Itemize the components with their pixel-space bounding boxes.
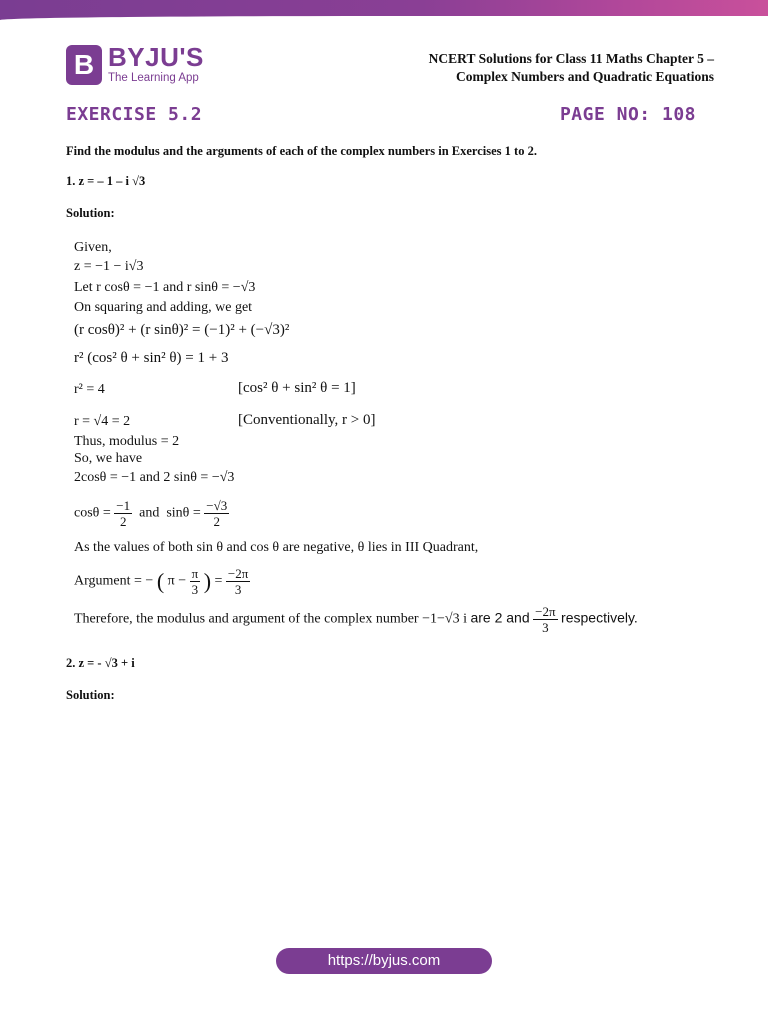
arg-denominator: 3: [234, 582, 242, 597]
document-title: [334, 50, 714, 86]
cos-fraction: [114, 498, 132, 529]
arg-inner-fraction: [190, 566, 201, 597]
sin-fraction: [204, 498, 229, 529]
sol-eq4: r = √4 = 2: [74, 414, 131, 429]
sol-so: So, we have: [74, 451, 143, 466]
arg-numerator: −2π: [227, 566, 249, 581]
arg-pi: π −: [167, 573, 187, 589]
sin-denominator: 2: [213, 514, 221, 529]
sol-eq5: 2cosθ = −1 and 2 sinθ = −√3: [74, 470, 235, 485]
question-2: 2. z = - √3 + i: [66, 656, 135, 670]
arg-equals: =: [214, 573, 223, 589]
sol-z: z = −1 − i√3: [74, 259, 144, 274]
document-title-line2: Complex Numbers and Quadratic Equations: [455, 69, 714, 84]
sol-eq3: r² = 4: [74, 382, 105, 397]
logo-mark-icon: B: [66, 45, 102, 85]
final-numerator: −2π: [535, 604, 556, 619]
arg-paren-close: ): [203, 568, 212, 594]
sol-modulus: Thus, modulus = 2: [74, 434, 180, 449]
footer-url-link[interactable]: https://byjus.com: [276, 948, 492, 974]
sol-eq4-note: [Conventionally, r > 0]: [238, 412, 376, 428]
respectively-text: respectively.: [561, 609, 638, 626]
logo-tagline: The Learning App: [108, 72, 199, 84]
sol-cos-sin-fractions: [74, 498, 229, 529]
sol-eq1: (r cosθ)² + (r sinθ)² = (−1)² + (−√3)²: [74, 322, 290, 338]
question-intro: Find the modulus and the arguments of each of the complex numbers in Exercises 1 to 2.: [66, 144, 537, 158]
document-title-line1: NCERT Solutions for Class 11 Maths Chapter 5 –: [428, 51, 714, 66]
logo-brand-name: BYJU'S: [108, 42, 204, 72]
arg-lhs: Argument = −: [74, 573, 154, 589]
final-denominator: 3: [542, 620, 549, 635]
and-word: and: [139, 505, 160, 521]
sol-let: Let r cosθ = −1 and r sinθ = −√3: [74, 280, 256, 295]
sol-squaring: On squaring and adding, we get: [74, 300, 253, 315]
complex-number: −1−√3 i: [422, 611, 467, 627]
sol-eq2: r² (cos² θ + sin² θ) = 1 + 3: [74, 350, 229, 366]
sol-argument: [74, 566, 250, 597]
therefore-text: Therefore, the modulus and argument of the complex number: [74, 611, 419, 627]
sin-lhs: sinθ =: [166, 505, 201, 521]
arg-inner-numerator: π: [191, 566, 199, 581]
arg-inner-denominator: 3: [191, 582, 199, 597]
sol-given: Given,: [74, 240, 112, 255]
page-number-heading: PAGE NO: 108: [559, 104, 696, 125]
arg-fraction: [226, 566, 250, 597]
byjus-logo: [66, 44, 236, 88]
sol-eq3-note: [cos² θ + sin² θ = 1]: [238, 380, 356, 396]
solution-1-label: Solution:: [66, 206, 115, 220]
are-text: are 2 and: [470, 609, 530, 626]
cos-numerator: −1: [116, 498, 131, 513]
exercise-heading: EXERCISE 5.2: [66, 104, 203, 125]
sin-numerator: −√3: [206, 498, 228, 513]
sol-therefore: [74, 604, 638, 635]
final-fraction: [533, 604, 557, 635]
top-decorative-band: [0, 0, 768, 20]
sol-quadrant: As the values of both sin θ and cos θ are negative, θ lies in III Quadrant,: [74, 540, 479, 555]
question-1: 1. z = – 1 – i √3: [66, 174, 146, 188]
solution-2-label: Solution:: [66, 688, 115, 702]
cos-lhs: cosθ =: [74, 505, 111, 521]
cos-denominator: 2: [119, 514, 127, 529]
arg-paren-open: (: [156, 568, 165, 594]
